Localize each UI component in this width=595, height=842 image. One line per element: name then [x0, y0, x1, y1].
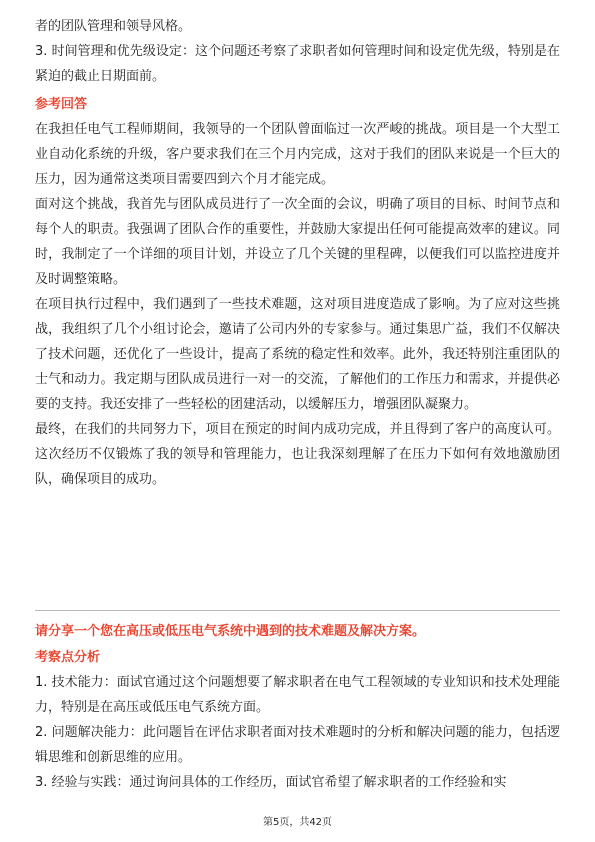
list-item: 2. 问题解决能力：此问题旨在评估求职者面对技术难题时的分析和解决问题的能力，包括逻辑思维和创新思维的应用。 — [35, 725, 560, 765]
answer-paragraph: 面对这个挑战，我首先与团队成员进行了一次全面的会议，明确了项目的目标、时间节点和每个人的职责。我强调了团队合作的重要性，并鼓励大家提出任何可能提高效率的建议。同时，我制定了一个详细的项目计划，并设立了几个关键的里程碑，以便我们可以监控进度并及时调整策略。 — [35, 197, 560, 287]
question-heading: 请分享一个您在高压或低压电气系统中遇到的技术难题及解决方案。 — [35, 624, 426, 639]
list-item: 者的团队管理和领导风格。 — [35, 19, 192, 34]
page-content — [35, 14, 560, 492]
list-item: 3. 经验与实践：通过询问具体的工作经历，面试官希望了解求职者的工作经验和实 — [35, 775, 507, 790]
answer-paragraph: 在我担任电气工程师期间，我领导的一个团队曾面临过一次严峻的挑战。项目是一个大型工业自动化系统的升级，客户要求我们在三个月内完成，这对于我们的团队来说是一个巨大的压力，因为通常这类项目需要四到六个月才能完成。 — [35, 122, 560, 187]
page-number: 第5页，共42页 — [262, 817, 333, 828]
list-item: 3. 时间管理和优先级设定：这个问题还考察了求职者如何管理时间和设定优先级，特别是在紧迫的截止日期面前。 — [35, 44, 560, 84]
answer-paragraph: 最终，在我们的共同努力下，项目在预定的时间内成功完成，并且得到了客户的高度认可。这次经历不仅锻炼了我的领导和管理能力，也让我深刻理解了在压力下如何有效地激励团队，确保项目的成功。 — [35, 422, 560, 487]
question-section — [35, 620, 560, 795]
analysis-heading: 考察点分析 — [35, 650, 101, 665]
list-item: 1. 技术能力：面试官通过这个问题想要了解求职者在电气工程领域的专业知识和技术处理能力，特别是在高压或低压电气系统方面。 — [35, 675, 560, 715]
section-divider — [35, 610, 560, 611]
answer-heading: 参考回答 — [35, 97, 88, 112]
answer-paragraph: 在项目执行过程中，我们遇到了一些技术难题，这对项目进度造成了影响。为了应对这些挑战，我组织了几个小组讨论会，邀请了公司内外的专家参与。通过集思广益，我们不仅解决了技术问题，还优化了一些设计，提高了系统的稳定性和效率。此外，我还特别注重团队的士气和动力。我定期与团队成员进行一对一的交流，了解他们的工作压力和需求，并提供必要的支持。我还安排了一些轻松的团建活动，以缓解压力，增强团队凝聚力。 — [35, 297, 560, 412]
